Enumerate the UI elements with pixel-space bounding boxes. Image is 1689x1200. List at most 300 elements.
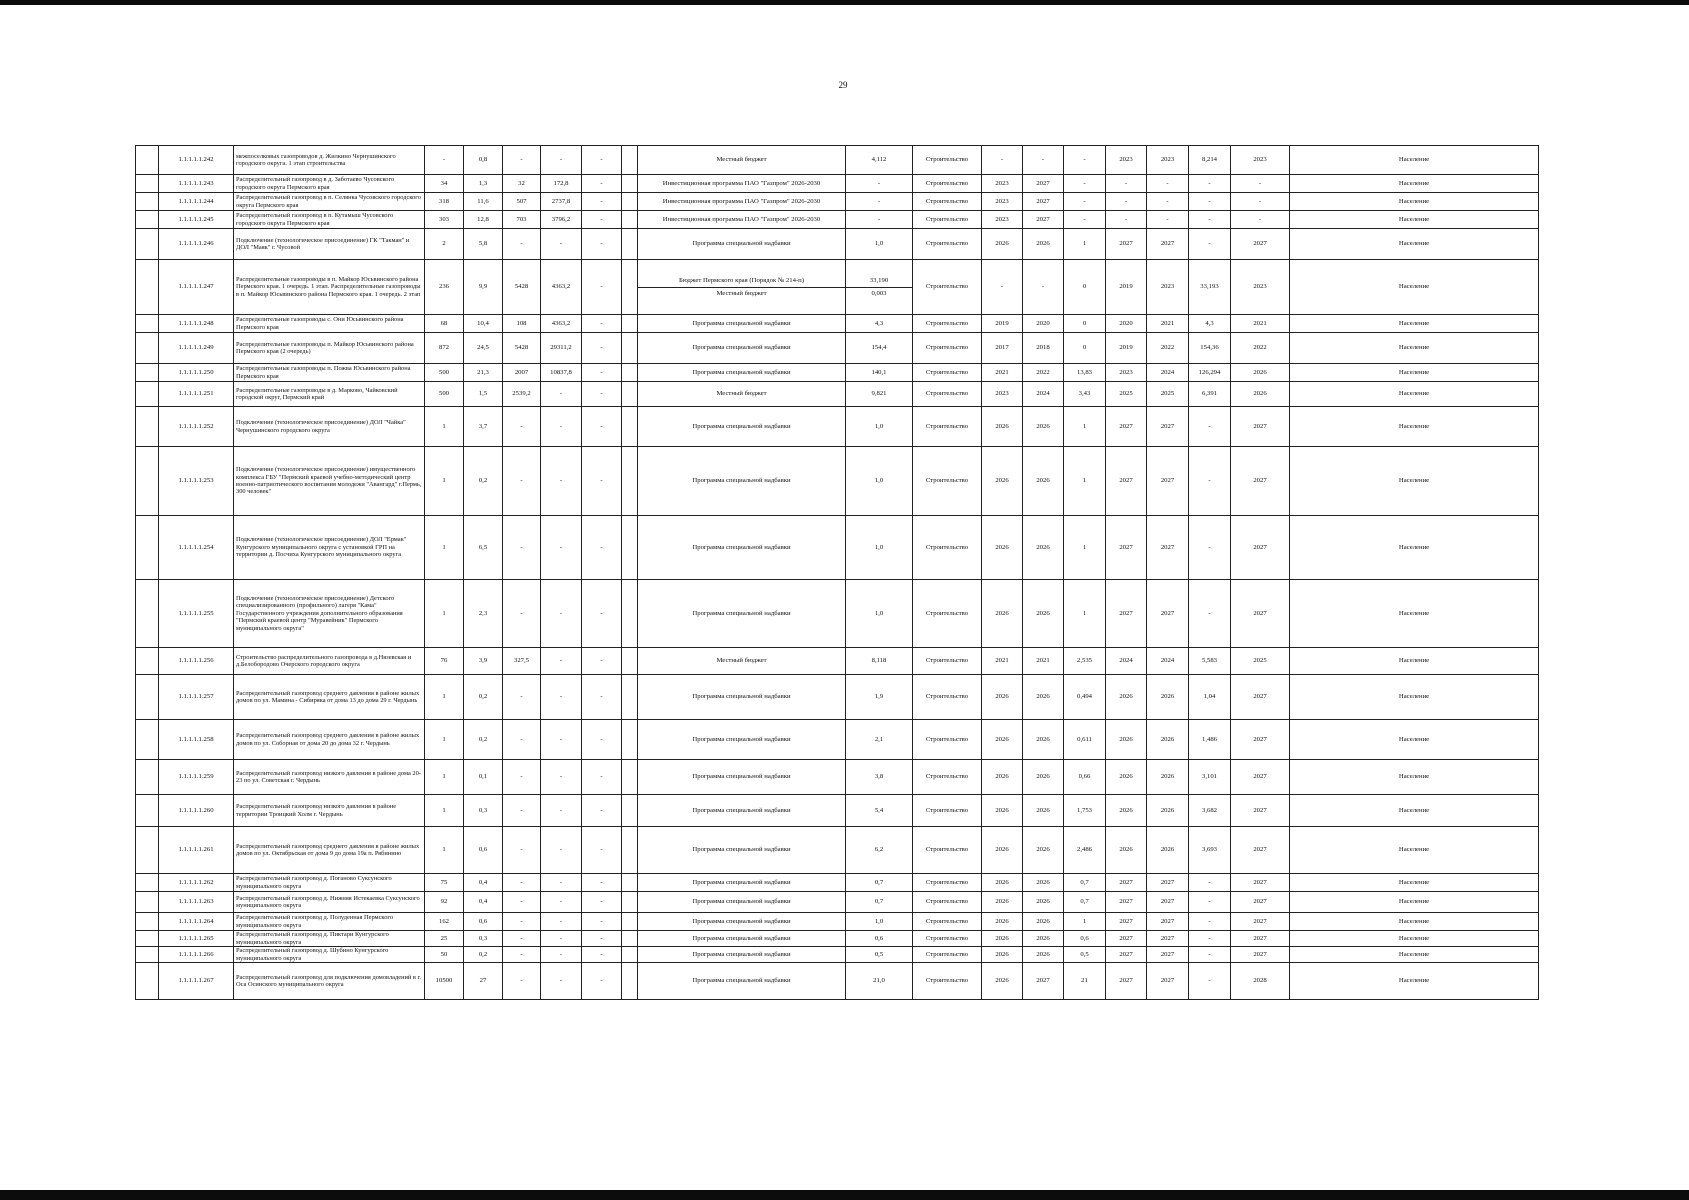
funding-source: Инвестиционная программа ПАО "Газпром" 2026-2030 (638, 211, 846, 229)
design-start-year: 2026 (982, 892, 1023, 913)
cost-b: - (541, 931, 582, 947)
length-km: 21,3 (464, 364, 503, 382)
build-end-year: 2026 (1147, 827, 1189, 874)
funding-amount: 4,3 (846, 315, 913, 333)
cost-c: - (582, 260, 622, 315)
commission-year: 2027 (1231, 947, 1290, 963)
cost-c: - (582, 447, 622, 516)
design-cost: 0,7 (1064, 874, 1106, 892)
funding-source: Программа специальной надбавки (638, 333, 846, 364)
empty-cell (622, 516, 638, 580)
cost-a: 2539,2 (503, 382, 541, 407)
empty-cell (136, 963, 159, 1000)
cost-c: - (582, 760, 622, 795)
design-end-year: 2027 (1023, 175, 1064, 193)
empty-cell (136, 333, 159, 364)
design-end-year: 2027 (1023, 193, 1064, 211)
object-code: 1.1.1.1.1.245 (159, 211, 234, 229)
object-name: Подключение (технологическое присоединение) ДОЛ "Чайка" Чернушинского городского округа (234, 407, 425, 447)
work-type: Строительство (913, 229, 982, 260)
design-end-year: 2027 (1023, 211, 1064, 229)
households-count: - (425, 146, 464, 175)
commission-year: 2027 (1231, 827, 1290, 874)
build-start-year: 2027 (1106, 516, 1147, 580)
design-cost: 0 (1064, 260, 1106, 315)
build-cost: - (1189, 407, 1231, 447)
design-start-year: 2026 (982, 229, 1023, 260)
build-start-year: 2027 (1106, 874, 1147, 892)
design-end-year: 2026 (1023, 229, 1064, 260)
cost-a: 703 (503, 211, 541, 229)
object-code: 1.1.1.1.1.244 (159, 193, 234, 211)
design-end-year: 2026 (1023, 795, 1064, 827)
table-row (136, 407, 1539, 447)
empty-cell (622, 963, 638, 1000)
cost-b: - (541, 447, 582, 516)
build-cost: 33,193 (1189, 260, 1231, 315)
design-end-year: 2026 (1023, 447, 1064, 516)
build-start-year: 2027 (1106, 963, 1147, 1000)
design-start-year: 2021 (982, 364, 1023, 382)
build-start-year: 2023 (1106, 364, 1147, 382)
empty-cell (136, 175, 159, 193)
work-type: Строительство (913, 315, 982, 333)
table-row (136, 580, 1539, 648)
cost-c: - (582, 963, 622, 1000)
table-row (136, 193, 1539, 211)
table-row (136, 795, 1539, 827)
funding-amount: 1,0 (846, 447, 913, 516)
funding-source: Программа специальной надбавки (638, 892, 846, 913)
cost-b: - (541, 963, 582, 1000)
design-cost: 1 (1064, 913, 1106, 931)
design-start-year: 2026 (982, 675, 1023, 720)
consumer-category: Население (1290, 333, 1539, 364)
funding-source: Местный бюджет (638, 648, 846, 675)
consumer-category: Население (1290, 760, 1539, 795)
design-cost: 0,494 (1064, 675, 1106, 720)
build-cost: - (1189, 947, 1231, 963)
consumer-category: Население (1290, 795, 1539, 827)
design-start-year: 2026 (982, 447, 1023, 516)
commission-year: 2027 (1231, 720, 1290, 760)
work-type: Строительство (913, 364, 982, 382)
build-cost: - (1189, 931, 1231, 947)
funding-amount-2: 0,003 (846, 287, 912, 300)
build-cost: - (1189, 963, 1231, 1000)
build-start-year: 2026 (1106, 795, 1147, 827)
design-start-year: 2023 (982, 211, 1023, 229)
funding-source: Программа специальной надбавки (638, 963, 846, 1000)
gas-network-register-table (135, 145, 1539, 1000)
funding-source: Программа специальной надбавки (638, 913, 846, 931)
households-count: 318 (425, 193, 464, 211)
build-end-year: 2027 (1147, 913, 1189, 931)
empty-cell (622, 447, 638, 516)
empty-cell (622, 874, 638, 892)
design-end-year: 2026 (1023, 516, 1064, 580)
funding-source-1: Бюджет Пермского края (Порядок № 214-п) (679, 276, 804, 284)
commission-year: 2027 (1231, 516, 1290, 580)
empty-cell (136, 146, 159, 175)
commission-year: 2027 (1231, 407, 1290, 447)
funding-amount-1: 33,190 (869, 276, 889, 284)
consumer-category: Население (1290, 580, 1539, 648)
object-code: 1.1.1.1.1.250 (159, 364, 234, 382)
build-cost: - (1189, 175, 1231, 193)
object-code: 1.1.1.1.1.260 (159, 795, 234, 827)
cost-c: - (582, 675, 622, 720)
design-start-year: 2026 (982, 516, 1023, 580)
table-row (136, 315, 1539, 333)
cost-a: 32 (503, 175, 541, 193)
length-km: 3,9 (464, 648, 503, 675)
design-start-year: 2017 (982, 333, 1023, 364)
build-end-year: - (1147, 175, 1189, 193)
funding-source: Программа специальной надбавки (638, 827, 846, 874)
households-count: 500 (425, 364, 464, 382)
cost-b: - (541, 407, 582, 447)
cost-a: - (503, 795, 541, 827)
funding-amount: 6,2 (846, 827, 913, 874)
design-cost: 1 (1064, 516, 1106, 580)
design-end-year: - (1023, 260, 1064, 315)
object-name: Подключение (технологическое присоединение) ДОЛ "Ермак" Кунгурского муниципального округа с установкой ГРП на территории д. Посчиха Кунгурского муниципального округа (234, 516, 425, 580)
design-start-year: 2026 (982, 580, 1023, 648)
funding-source: Программа специальной надбавки (638, 229, 846, 260)
build-cost: 126,294 (1189, 364, 1231, 382)
households-count: 236 (425, 260, 464, 315)
empty-cell (622, 175, 638, 193)
funding-source: Программа специальной надбавки (638, 931, 846, 947)
table-row (136, 447, 1539, 516)
consumer-category: Население (1290, 931, 1539, 947)
empty-cell (136, 648, 159, 675)
consumer-category: Население (1290, 229, 1539, 260)
households-count: 75 (425, 874, 464, 892)
empty-cell (136, 315, 159, 333)
funding-amount: 21,0 (846, 963, 913, 1000)
cost-c: - (582, 913, 622, 931)
consumer-category: Население (1290, 947, 1539, 963)
object-name: Подключение (технологическое присоединение) Детского специализированного (профильного) лагеря "Кама" Государственного учреждения дополнительного образования "Пермский краевой центр "Муравейник" Пермского муниципального округа" (234, 580, 425, 648)
object-code: 1.1.1.1.1.262 (159, 874, 234, 892)
households-count: 1 (425, 447, 464, 516)
funding-amount: 1,0 (846, 516, 913, 580)
work-type: Строительство (913, 963, 982, 1000)
cost-b: - (541, 675, 582, 720)
empty-cell (622, 382, 638, 407)
commission-year: - (1231, 193, 1290, 211)
consumer-category: Население (1290, 211, 1539, 229)
empty-cell (622, 931, 638, 947)
build-end-year: 2023 (1147, 260, 1189, 315)
empty-cell (622, 315, 638, 333)
cost-b: - (541, 720, 582, 760)
households-count: 1 (425, 407, 464, 447)
table-row (136, 364, 1539, 382)
households-count: 162 (425, 913, 464, 931)
design-start-year: 2026 (982, 795, 1023, 827)
cost-b: 4363,2 (541, 260, 582, 315)
cost-a: 507 (503, 193, 541, 211)
length-km: 0,6 (464, 913, 503, 931)
object-name: Распределительный газопровод в п. Кутамыш Чусовского городского округа Пермского края (234, 211, 425, 229)
funding-amount: - (846, 193, 913, 211)
commission-year: 2027 (1231, 675, 1290, 720)
design-end-year: 2026 (1023, 407, 1064, 447)
table-row (136, 516, 1539, 580)
households-count: 1 (425, 675, 464, 720)
build-cost: 4,3 (1189, 315, 1231, 333)
cost-c: - (582, 720, 622, 760)
design-end-year: 2027 (1023, 963, 1064, 1000)
empty-cell (622, 760, 638, 795)
empty-cell (622, 333, 638, 364)
design-cost: 1,753 (1064, 795, 1106, 827)
empty-cell (622, 795, 638, 827)
funding-amount: 8,118 (846, 648, 913, 675)
empty-cell (136, 364, 159, 382)
empty-cell (136, 892, 159, 913)
build-start-year: 2024 (1106, 648, 1147, 675)
empty-cell (136, 260, 159, 315)
funding-source: Программа специальной надбавки (638, 675, 846, 720)
build-end-year: 2024 (1147, 648, 1189, 675)
commission-year: 2021 (1231, 315, 1290, 333)
empty-cell (136, 516, 159, 580)
object-code: 1.1.1.1.1.253 (159, 447, 234, 516)
design-start-year: 2023 (982, 382, 1023, 407)
build-end-year: - (1147, 211, 1189, 229)
design-cost: - (1064, 146, 1106, 175)
build-cost: 154,36 (1189, 333, 1231, 364)
cost-c: - (582, 827, 622, 874)
empty-cell (136, 720, 159, 760)
table-row (136, 333, 1539, 364)
table-row (136, 827, 1539, 874)
empty-cell (136, 580, 159, 648)
table-row (136, 260, 1539, 315)
funding-amount: 1,0 (846, 913, 913, 931)
design-end-year: 2026 (1023, 913, 1064, 931)
households-count: 1 (425, 720, 464, 760)
build-cost: - (1189, 874, 1231, 892)
object-code: 1.1.1.1.1.258 (159, 720, 234, 760)
object-name: Распределительный газопровод д. Нижняя Истекаевка Суксунского муниципального округа (234, 892, 425, 913)
object-code: 1.1.1.1.1.259 (159, 760, 234, 795)
consumer-category: Население (1290, 146, 1539, 175)
length-km: 12,8 (464, 211, 503, 229)
build-start-year: 2023 (1106, 146, 1147, 175)
table-row (136, 229, 1539, 260)
build-end-year: 2027 (1147, 892, 1189, 913)
build-end-year: 2021 (1147, 315, 1189, 333)
build-cost: - (1189, 580, 1231, 648)
object-code: 1.1.1.1.1.267 (159, 963, 234, 1000)
funding-amount: 1,9 (846, 675, 913, 720)
cost-b: - (541, 516, 582, 580)
households-count: 1 (425, 580, 464, 648)
cost-b: - (541, 892, 582, 913)
consumer-category: Население (1290, 963, 1539, 1000)
work-type: Строительство (913, 382, 982, 407)
object-name: Распределительный газопровод д. Поганово Суксунского муниципального округа (234, 874, 425, 892)
work-type: Строительство (913, 947, 982, 963)
design-start-year: 2023 (982, 193, 1023, 211)
empty-cell (622, 580, 638, 648)
table-row (136, 648, 1539, 675)
commission-year: 2027 (1231, 874, 1290, 892)
cost-c: - (582, 229, 622, 260)
work-type: Строительство (913, 146, 982, 175)
cost-a: 2007 (503, 364, 541, 382)
design-cost: - (1064, 175, 1106, 193)
cost-b: 172,8 (541, 175, 582, 193)
cost-c: - (582, 874, 622, 892)
build-cost: - (1189, 211, 1231, 229)
cost-c: - (582, 931, 622, 947)
length-km: 2,3 (464, 580, 503, 648)
work-type: Строительство (913, 827, 982, 874)
build-start-year: 2027 (1106, 947, 1147, 963)
build-end-year: 2022 (1147, 333, 1189, 364)
design-cost: - (1064, 193, 1106, 211)
design-end-year: 2026 (1023, 874, 1064, 892)
build-cost: - (1189, 193, 1231, 211)
cost-c: - (582, 175, 622, 193)
households-count: 872 (425, 333, 464, 364)
object-name: Распределительный газопровод среднего давления в районе жилых домов по ул. Мамина - Сибиряка от дома 13 до дома 29 г. Чердынь (234, 675, 425, 720)
commission-year: 2028 (1231, 963, 1290, 1000)
funding-source: Инвестиционная программа ПАО "Газпром" 2026-2030 (638, 193, 846, 211)
design-start-year: 2026 (982, 947, 1023, 963)
commission-year: 2027 (1231, 229, 1290, 260)
consumer-category: Население (1290, 315, 1539, 333)
empty-cell (136, 407, 159, 447)
build-start-year: 2027 (1106, 229, 1147, 260)
work-type: Строительство (913, 407, 982, 447)
design-cost: 2,486 (1064, 827, 1106, 874)
length-km: 27 (464, 963, 503, 1000)
empty-cell (622, 364, 638, 382)
consumer-category: Население (1290, 407, 1539, 447)
cost-b: - (541, 580, 582, 648)
object-code: 1.1.1.1.1.246 (159, 229, 234, 260)
cost-c: - (582, 407, 622, 447)
commission-year: 2027 (1231, 795, 1290, 827)
work-type: Строительство (913, 516, 982, 580)
empty-cell (622, 193, 638, 211)
empty-cell (622, 720, 638, 760)
households-count: 1 (425, 827, 464, 874)
build-start-year: 2027 (1106, 407, 1147, 447)
cost-c: - (582, 795, 622, 827)
empty-cell (136, 447, 159, 516)
commission-year: 2027 (1231, 892, 1290, 913)
funding-source: Программа специальной надбавки (638, 447, 846, 516)
commission-year: 2027 (1231, 447, 1290, 516)
consumer-category: Население (1290, 874, 1539, 892)
build-start-year: 2027 (1106, 892, 1147, 913)
households-count: 10500 (425, 963, 464, 1000)
cost-a: - (503, 580, 541, 648)
design-end-year: 2020 (1023, 315, 1064, 333)
households-count: 34 (425, 175, 464, 193)
funding-amount: 154,4 (846, 333, 913, 364)
object-name: Распределительный газопровод д. Пиктари Кунгурского муниципального округа (234, 931, 425, 947)
empty-cell (136, 874, 159, 892)
cost-b: 10837,8 (541, 364, 582, 382)
object-name: Распределительный газопровод низкого давления в районе территории Троицкий Холм г. Чердынь (234, 795, 425, 827)
length-km: 5,8 (464, 229, 503, 260)
build-cost: 3,101 (1189, 760, 1231, 795)
work-type: Строительство (913, 648, 982, 675)
design-start-year: - (982, 260, 1023, 315)
object-code: 1.1.1.1.1.251 (159, 382, 234, 407)
build-end-year: 2026 (1147, 720, 1189, 760)
object-name: Распределительные газопроводы в д. Марково, Чайковский городской округ, Пермский край (234, 382, 425, 407)
funding-source: Программа специальной надбавки (638, 516, 846, 580)
funding-amount: 5,4 (846, 795, 913, 827)
build-cost: 8,214 (1189, 146, 1231, 175)
funding-source: Программа специальной надбавки (638, 364, 846, 382)
design-start-year: 2026 (982, 760, 1023, 795)
funding-amount: 9,821 (846, 382, 913, 407)
cost-c: - (582, 648, 622, 675)
cost-b: 4363,2 (541, 315, 582, 333)
design-cost: 0 (1064, 315, 1106, 333)
households-count: 1 (425, 795, 464, 827)
funding-source: Программа специальной надбавки (638, 947, 846, 963)
cost-a: - (503, 892, 541, 913)
design-start-year: 2026 (982, 827, 1023, 874)
households-count: 92 (425, 892, 464, 913)
commission-year: 2025 (1231, 648, 1290, 675)
consumer-category: Население (1290, 447, 1539, 516)
build-end-year: - (1147, 193, 1189, 211)
design-end-year: 2026 (1023, 720, 1064, 760)
scan-top-edge (0, 0, 1689, 5)
consumer-category: Население (1290, 260, 1539, 315)
table-row (136, 211, 1539, 229)
empty-cell (136, 675, 159, 720)
design-end-year: 2026 (1023, 947, 1064, 963)
cost-a: - (503, 913, 541, 931)
object-name: Распределительный газопровод д. Шубино Кунгурского муниципального округа (234, 947, 425, 963)
design-start-year: 2019 (982, 315, 1023, 333)
funding-amount: 1,0 (846, 407, 913, 447)
work-type: Строительство (913, 931, 982, 947)
design-start-year: 2026 (982, 963, 1023, 1000)
work-type: Строительство (913, 760, 982, 795)
funding-amount: 0,7 (846, 892, 913, 913)
design-cost: 0,611 (1064, 720, 1106, 760)
build-start-year: 2026 (1106, 760, 1147, 795)
cost-c: - (582, 193, 622, 211)
empty-cell (622, 675, 638, 720)
empty-cell (622, 947, 638, 963)
build-end-year: 2027 (1147, 963, 1189, 1000)
build-start-year: 2027 (1106, 580, 1147, 648)
build-cost: - (1189, 913, 1231, 931)
work-type: Строительство (913, 675, 982, 720)
cost-b: - (541, 913, 582, 931)
funding-amount: 1,0 (846, 229, 913, 260)
design-cost: 1 (1064, 229, 1106, 260)
object-name: Строительство распределительного газопровода в д.Нязевская и д.Белобородово Очерского городского округа (234, 648, 425, 675)
empty-cell (622, 146, 638, 175)
